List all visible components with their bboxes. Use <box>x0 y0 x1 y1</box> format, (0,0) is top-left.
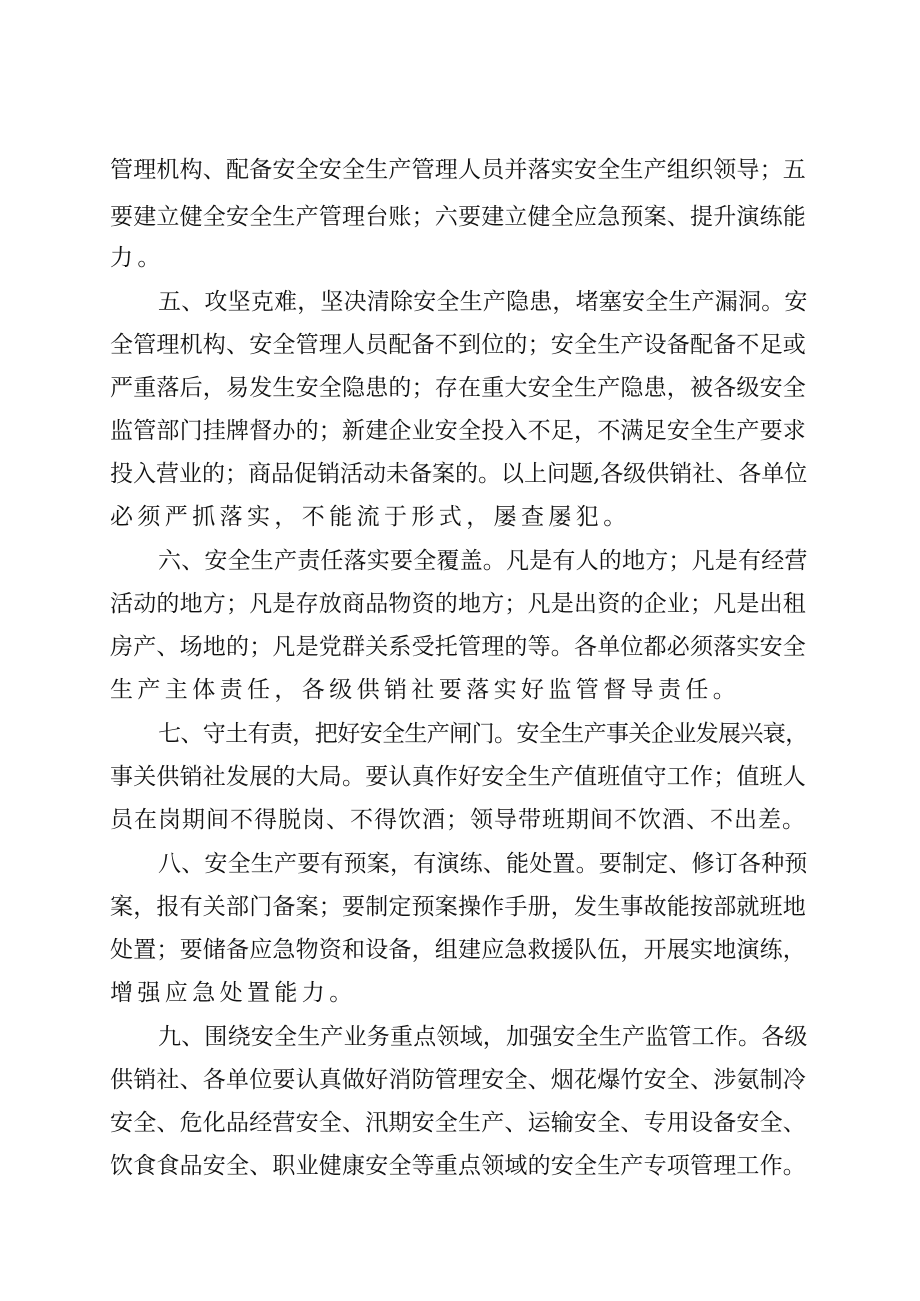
text-line <box>0 584 920 624</box>
line-text: 六、安全生产责任落实要全覆盖。凡是有人的地方；凡是有经营 <box>158 548 808 574</box>
text-line <box>0 150 920 190</box>
line-text: 监管部门挂牌督办的；新建企业安全投入不足，不满足安全生产要求 <box>110 418 806 444</box>
line-text: 事关供销社发展的大局。要认真作好安全生产值班值守工作；值班人 <box>110 764 806 790</box>
line-text: 七、守土有责，把好安全生产闸门。安全生产事关企业发展兴衰， <box>158 721 808 747</box>
line-text: 供销社、各单位要认真做好消防管理安全、烟花爆竹安全、涉氨制冷 <box>110 1067 806 1093</box>
paragraph-start-line <box>0 541 920 581</box>
text-line <box>0 930 920 970</box>
text-line <box>0 197 920 237</box>
line-text: 安全、危化品经营安全、汛期安全生产、运输安全、专用设备安全、 <box>110 1110 806 1136</box>
line-text: 增强应急处置能力。 <box>110 980 357 1006</box>
line-text: 八、安全生产要有预案，有演练、能处置。要制定、修订各种预 <box>158 851 808 877</box>
text-line <box>0 454 920 494</box>
text-line <box>0 800 920 840</box>
text-line <box>0 497 920 537</box>
text-line <box>0 670 920 710</box>
text-line <box>0 757 920 797</box>
line-text: 五、攻坚克难，坚决清除安全生产隐患，堵塞安全生产漏洞。安 <box>158 289 808 315</box>
text-line <box>0 1103 920 1143</box>
paragraph-start-line <box>0 282 920 322</box>
text-line <box>0 238 920 278</box>
text-line <box>0 1060 920 1100</box>
line-text: 力。 <box>110 245 165 271</box>
line-text: 全管理机构、安全管理人员配备不到位的；安全生产设备配备不足或 <box>110 332 806 358</box>
paragraph-start-line <box>0 1017 920 1057</box>
line-text: 饮食食品安全、职业健康安全等重点领域的安全生产专项管理工作。 <box>110 1153 806 1179</box>
paragraph-start-line <box>0 714 920 754</box>
text-line <box>0 973 920 1013</box>
text-line <box>0 627 920 667</box>
line-text: 员在岗期间不得脱岗、不得饮酒；领导带班期间不饮酒、不出差。 <box>110 807 806 833</box>
line-text: 案，报有关部门备案；要制定预案操作手册，发生事故能按部就班地 <box>110 894 806 920</box>
line-text: 活动的地方；凡是存放商品物资的地方；凡是出资的企业；凡是出租 <box>110 591 806 617</box>
line-text: 房产、场地的；凡是党群关系受托管理的等。各单位都必须落实安全 <box>110 634 806 660</box>
text-line <box>0 368 920 408</box>
line-text: 管理机构、配备安全安全生产管理人员并落实安全生产组织领导；五 <box>110 157 806 183</box>
line-text: 生产主体责任，各级供销社要落实好监管督导责任。 <box>110 677 741 703</box>
paragraph-start-line <box>0 844 920 884</box>
line-text: 必须严抓落实，不能流于形式，屡查屡犯。 <box>110 504 631 530</box>
text-line <box>0 325 920 365</box>
line-text: 要建立健全安全生产管理台账；六要建立健全应急预案、提升演练能 <box>110 204 806 230</box>
line-text: 九、围绕安全生产业务重点领域，加强安全生产监管工作。各级 <box>158 1024 808 1050</box>
line-text: 投入营业的；商品促销活动未备案的。以上问题,各级供销社、各单位 <box>110 461 808 487</box>
line-text: 严重落后，易发生安全隐患的；存在重大安全生产隐患，被各级安全 <box>110 375 806 401</box>
text-line <box>0 887 920 927</box>
line-text: 处置；要储备应急物资和设备，组建应急救援队伍，开展实地演练， <box>110 937 806 963</box>
text-line <box>0 1146 920 1186</box>
text-line <box>0 411 920 451</box>
